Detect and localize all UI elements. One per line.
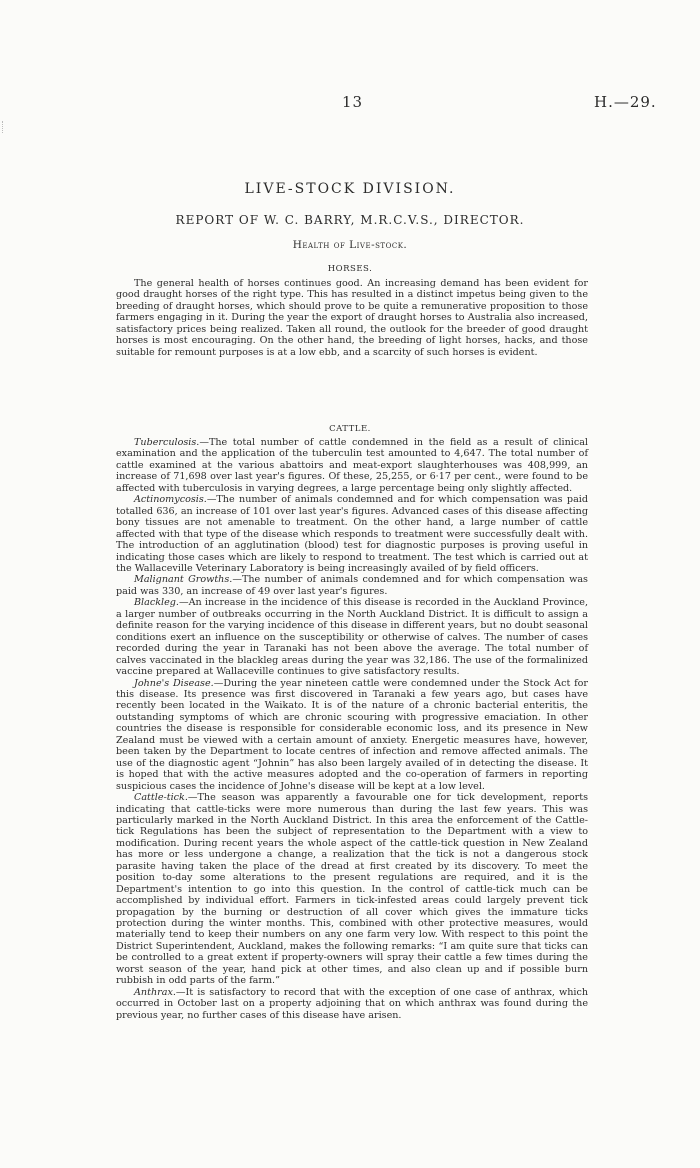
paragraph-lead: Tuberculosis. — [134, 437, 200, 448]
paragraph-text: —The number of animals condemned and for which compensation was paid was 330, an increase of 49 over last year's figures. — [116, 574, 588, 597]
horses-paragraph: The general health of horses continues good. An increasing demand has been evident for good draught horses of the right type. This has resulted in a distinct impetus being given to the breeding of draught horses, which should prove to be quite a remunerative proposition to those farmers engaging in it. During the year the export of draught horses to Australia also increased, satisfactory prices being realized. Taken all round, the outlook for the breeder of good draught horses is most encouraging. On the other hand, the breeding of light horses, hacks, and those suitable for remount purposes is at a low ebb, and a scarcity of such horses is evident. — [116, 278, 588, 358]
paragraph-lead: Johne's Disease. — [134, 677, 214, 689]
report-subtitle: REPORT OF W. C. BARRY, M.R.C.V.S., DIRECTOR. — [175, 213, 525, 227]
malignant-growths-paragraph — [116, 574, 588, 597]
paragraph-text: —The number of animals condemned and for which compensation was paid totalled 636, an increase of 101 over last year's figures. Advanced cases of this disease affecting bony tissues are not amenable to treatment. On the other hand, a large number of cattle affected with that type of the disease which responds to treatment were successfully dealt with. The introduction of an agglutination (blood) test for diagnostic purposes is proving useful in indicating those cases which are likely to respond to treatment. The test which is carried out at the Wallaceville Veterinary Laboratory is being increasingly availed of by field officers. — [116, 494, 588, 574]
paragraph-lead: Blackleg. — [134, 597, 179, 609]
johnes-disease-paragraph — [116, 678, 588, 793]
actinomycosis-paragraph — [116, 494, 588, 574]
paragraph-lead: Cattle-tick. — [134, 792, 188, 804]
horses-section — [116, 278, 588, 358]
paragraph-text: —The total number of cattle condemned in the field as a result of clinical examination and the application of the tuberculin test amounted to 4,647. The total number of cattle examined at the various abattoirs and meat-export slaughterhouses was 408,999, an increase of 71,698 over last year's figures. Of these, 25,255, or 6·17 per cent., were found to be affected with tuberculosis in varying degrees, a large percentage being only slightly affected. — [116, 437, 588, 494]
paragraph-lead: Anthrax. — [134, 986, 176, 998]
page-title: LIVE-STOCK DIVISION. — [244, 181, 456, 197]
paragraph-text: —It is satisfactory to record that with the exception of one case of anthrax, which occurred in October last on a property adjoining that on which anthrax was found during the previous year, no further cases of this disease have arisen. — [116, 986, 588, 1021]
tuberculosis-paragraph — [116, 437, 588, 494]
horses-heading: HORSES. — [327, 264, 373, 274]
blackleg-paragraph — [116, 597, 588, 677]
margin-mark — [2, 121, 11, 133]
section-heading: Health of Live-stock. — [292, 239, 408, 251]
cattle-section — [116, 437, 588, 1021]
paragraph-text: —An increase in the incidence of this disease is recorded in the Auckland Province, a larger number of outbreaks occurring in the North Auckland District. It is difficult to assign a definite reason for the varying incidence of this disease in different years, but no doubt seasonal conditions exert an influence on the susceptibility or otherwise of calves. The number of cases recorded during the year in Taranaki has not been above the average. The total number of calves vaccinated in the blackleg areas during the year was 32,186. The use of the formalinized vaccine prepared at Wallaceville continues to give satisfactory results. — [116, 597, 588, 678]
anthrax-paragraph — [116, 987, 588, 1021]
cattle-tick-paragraph — [116, 792, 588, 987]
paragraph-text: —During the year nineteen cattle were condemned under the Stock Act for this disease. Its presence was first discovered in Taranaki a few years ago, but cases have recently been located in the Waikato. It is of the nature of a chronic bacterial enteritis, the outstanding symptoms of which are chronic scouring with progressive emaciation. In other countries the disease is responsible for considerable economic loss, and its presence in New Zealand must be viewed with a certain amount of anxiety. Energetic measures have, however, been taken by the Department to locate centres of infection and remove affected animals. The use of the diagnostic agent “Johnin” has also been largely availed of in detecting the disease. It is hoped that with the active measures adopted and the co-operation of farmers in reporting suspicious cases the incidence of Johne's disease will be kept at a low level. — [116, 677, 588, 792]
page-number: 13 — [342, 93, 364, 111]
paragraph-text: —The season was apparently a favourable one for tick development, reports indicating that cattle-ticks were more numerous than during the last few years. This was particularly marked in the North Auckland District. In this area the enforcement of the Cattle-tick Regulations has been the subject of representation to the Department with a view to modification. During recent years the whole aspect of the cattle-tick question in New Zealand has more or less undergone a change, a realization that the tick is not a dangerous stock parasite having taken the place of the dread at first created by its discovery. To meet the position to-day some alterations to the present regulations are required, and it is the Department's intention to go into this question. In the control of cattle-tick much can be accomplished by individual effort. Farmers in tick-infested areas could largely prevent tick propagation by the burning or destruction of all cover which gives the immature ticks protection during the winter months. This, combined with other protective measures, would materially tend to keep their numbers on any one farm very low. With respect to this point the District Superintendent, Auckland, makes the following remarks: “I am quite sure that ticks can be controlled to a great extent if property-owners will spray their cattle a few times during the worst season of the year, hand pick at other times, and also clean up and if possible burn rubbish in odd parts of the farm.” — [116, 792, 588, 987]
cattle-heading: CATTLE. — [329, 424, 371, 434]
paragraph-lead: Actinomycosis. — [134, 494, 207, 506]
series-code: H.—29. — [594, 93, 657, 111]
paragraph-lead: Malignant Growths. — [134, 574, 233, 586]
